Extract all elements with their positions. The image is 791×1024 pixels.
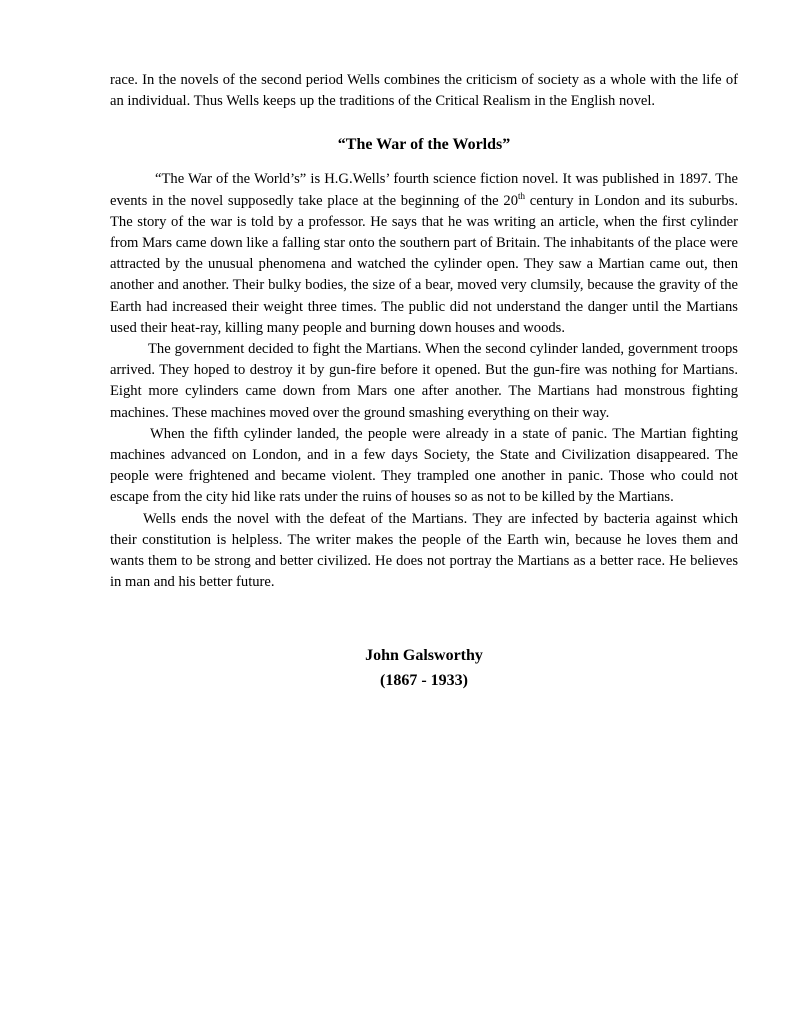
continuation-paragraph: race. In the novels of the second period Wells combines the criticism of society as a whole with the life of an individual. Thus Wells keeps up the traditions of the Critical Realism in the English novel. xyxy=(110,72,738,110)
author-years: (1867 - 1933) xyxy=(380,672,468,690)
author-heading xyxy=(110,643,738,693)
paragraph-1-text-a: “The War of the World’s” is H.G.Wells’ fourth science fiction novel. It was published in 1897. The events in the novel supposedly take place at the beginning of the 20 xyxy=(110,171,738,209)
section-title: “The War of the Worlds” xyxy=(337,136,511,154)
paragraph-1-text-b: century in London and its suburbs. The story of the war is told by a professor. He says that he was writing an article, when the first cylinder from Mars came down like a falling star onto the southern part of Britain. The inhabitants of the place were attracted by the unusual phenomena and watched the cylinder open. They saw a Martian came out, then another and another. Their bulky bodies, the size of a bear, moved very clumsily, because the gravity of the Earth had increased their weight three times. The public did not understand the danger until the Martians used their heat-ray, killing many people and burning down houses and woods. xyxy=(110,192,738,336)
author-name: John Galsworthy xyxy=(365,647,483,665)
superscript-th: th xyxy=(518,190,526,201)
paragraph-4: Wells ends the novel with the defeat of the Martians. They are infected by bacteria against which their constitution is helpless. The writer makes the people of the Earth win, because he loves them and wants them to be strong and better civilized. He does not portray the Martians as a better race. He believes in man and his better future. xyxy=(110,510,738,591)
paragraph-2: The government decided to fight the Martians. When the second cylinder landed, government troops arrived. They hoped to destroy it by gun-fire before it opened. But the gun-fire was nothing for Martians. Eight more cylinders came down from Mars one after another. The Martians had monstrous fighting machines. These machines moved over the ground smashing everything on their way. xyxy=(110,341,738,421)
document-page xyxy=(110,70,738,693)
paragraph-1 xyxy=(110,169,738,339)
paragraph-3: When the fifth cylinder landed, the people were already in a state of panic. The Martian fighting machines advanced on London, and in a few days Society, the State and Civilization disappeared. The people were frightened and became violent. They trampled one another in panic. Those who could not escape from the city hid like rats under the ruins of houses so as not to be killed by the Martians. xyxy=(110,425,738,506)
